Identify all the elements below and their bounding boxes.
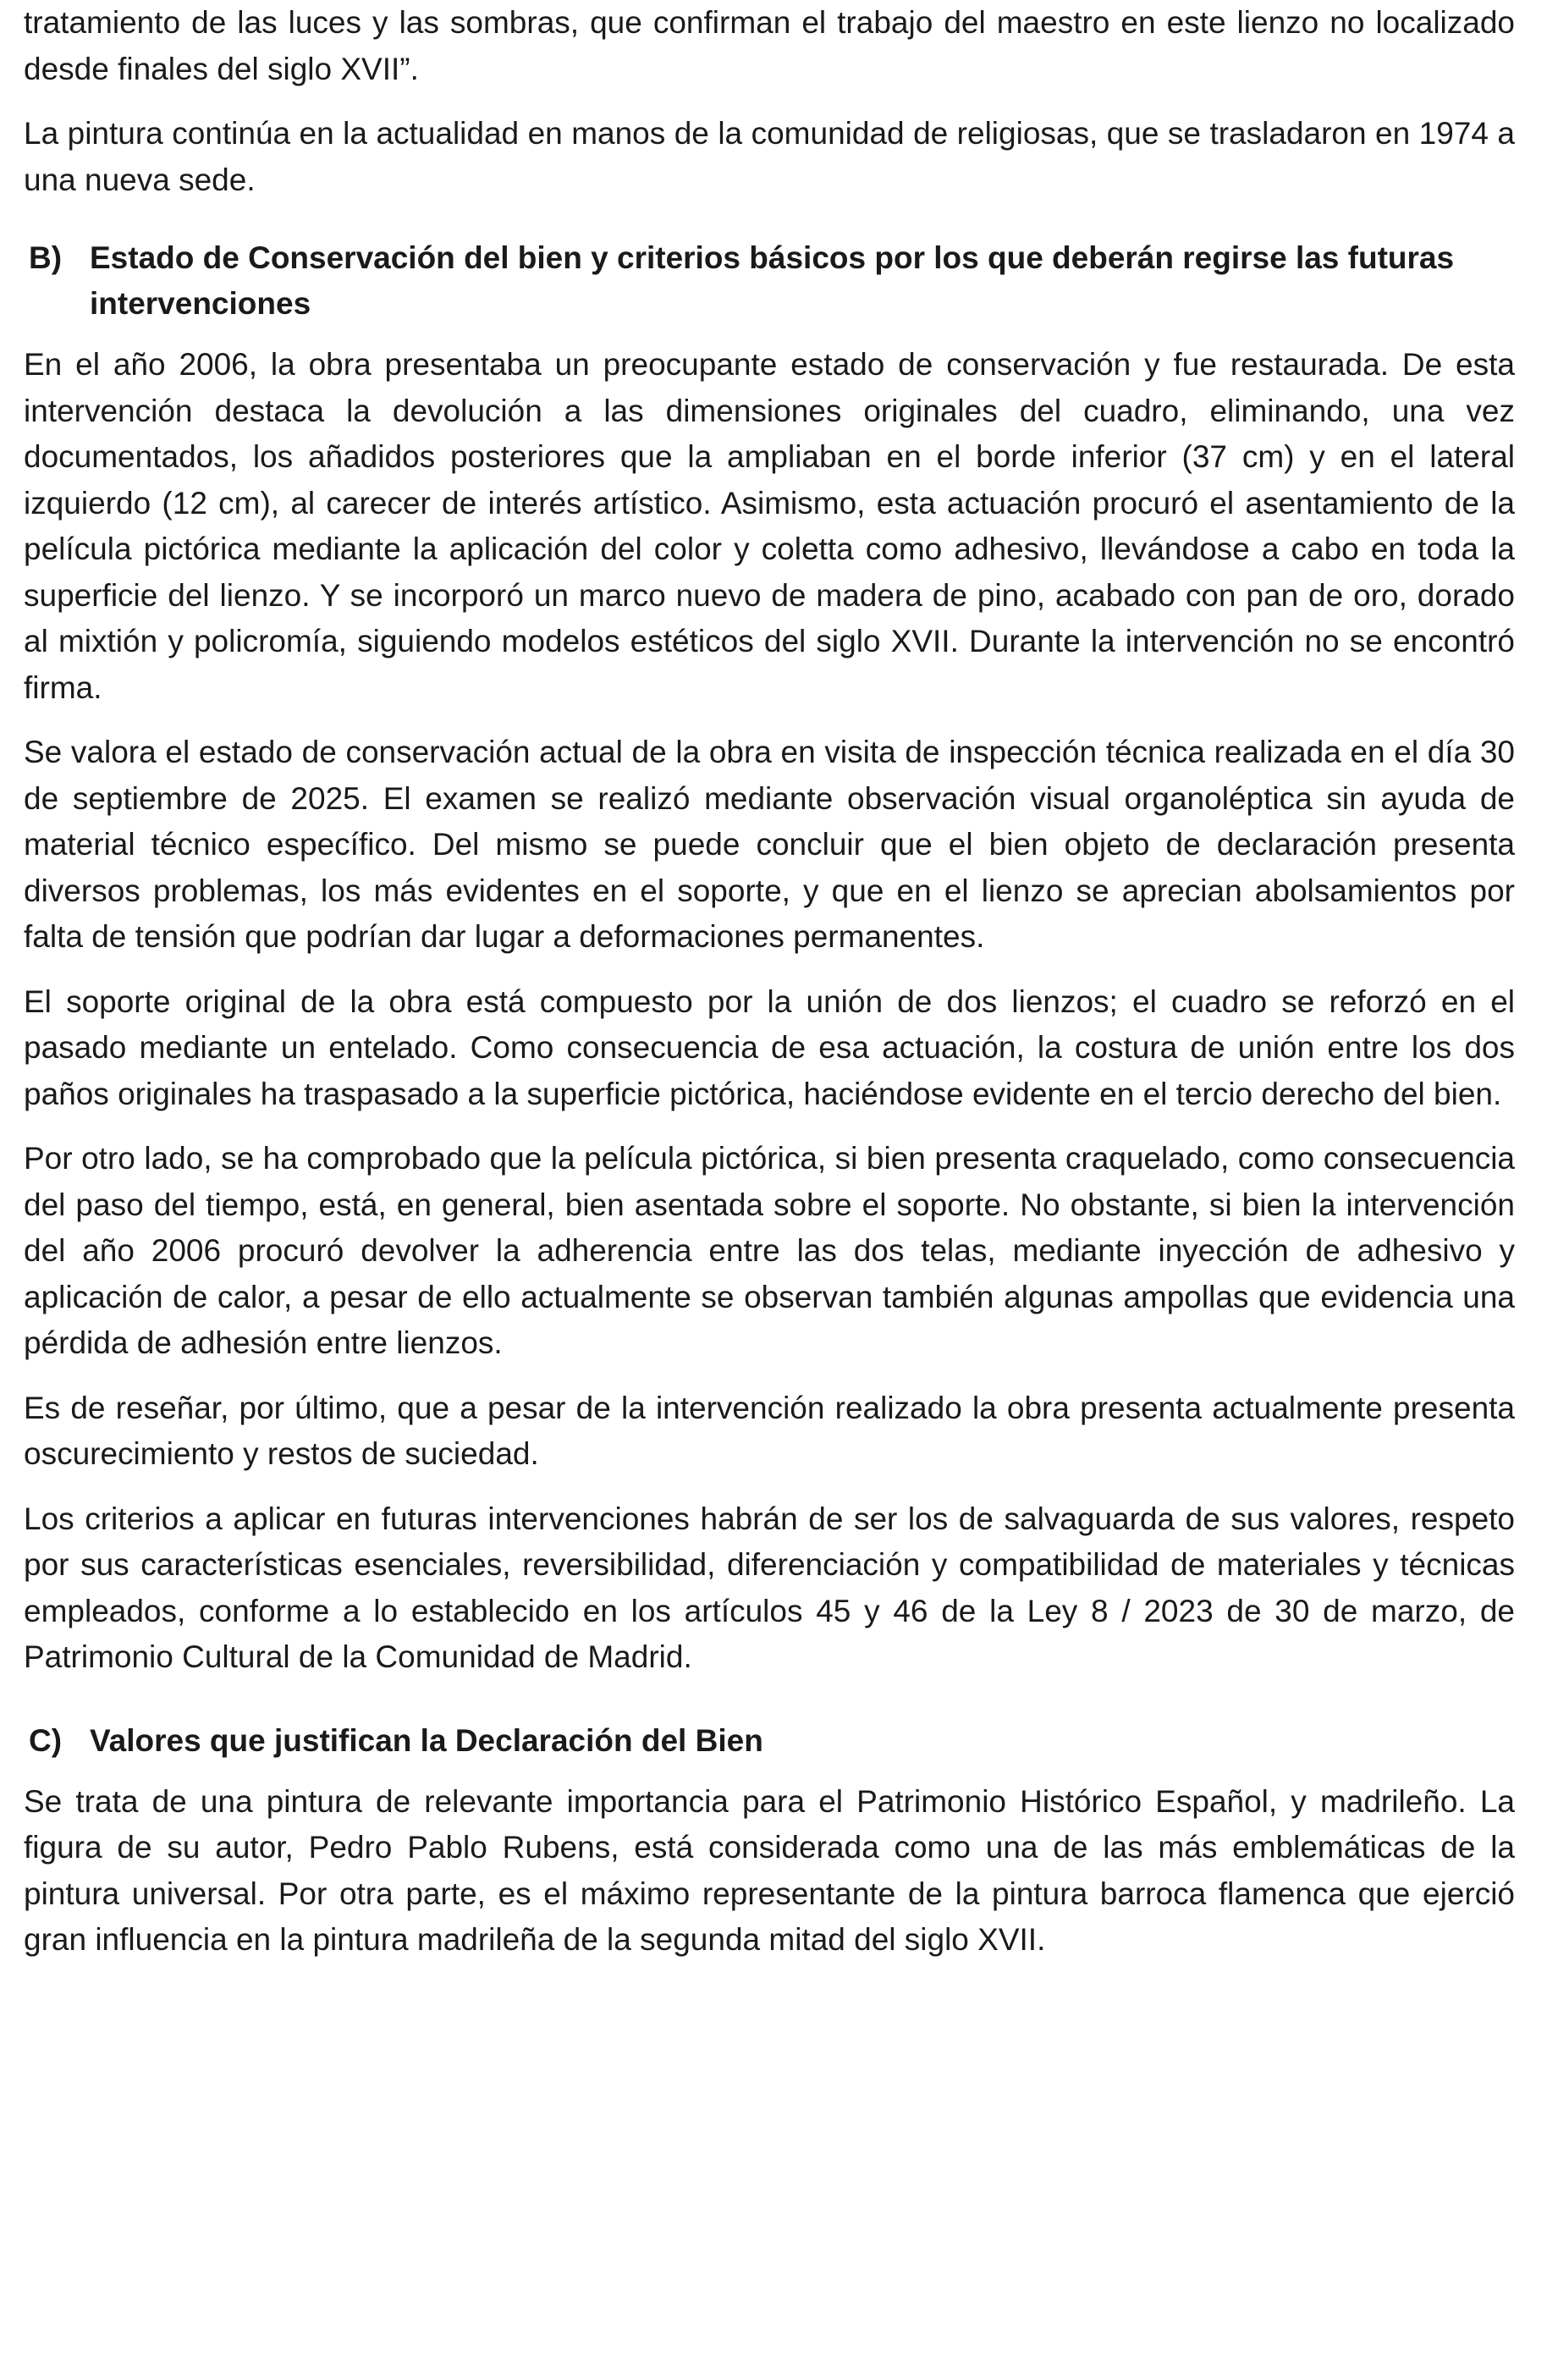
document-body bbox=[24, 0, 1515, 1982]
section-b-paragraph-4: Por otro lado, se ha comprobado que la película pictórica, si bien presenta craquelado, como consecuencia del paso del tiempo, está, en general, bien asentada sobre el soporte. No obstante, si bien la intervención del año 2006 procuró devolver la adherencia entre las dos telas, mediante inyección de adhesivo y aplicación de calor, a pesar de ello actualmente se observan también algunas ampollas que evidencia una pérdida de adhesión entre lienzos. bbox=[24, 1141, 1515, 1360]
section-c-paragraph-1: Se trata de una pintura de relevante importancia para el Patrimonio Histórico Español, y madrileño. La figura de su autor, Pedro Pablo Rubens, está considerada como una de las más emblemáticas de la pintura universal. Por otra parte, es el máximo representante de la pintura barroca flamenca que ejerció gran influencia en la pintura madrileña de la segunda mitad del siglo XVII. bbox=[24, 1783, 1515, 1957]
section-b-heading bbox=[24, 235, 1515, 327]
section-c-title: Valores que justifican la Declaración del Bien bbox=[90, 1722, 763, 1758]
section-b-paragraph-2: Se valora el estado de conservación actual de la obra en visita de inspección técnica realizada en el día 30 de septiembre de 2025. El examen se realizó mediante observación visual organoléptica sin ayuda de material técnico específico. Del mismo se puede concluir que el bien objeto de declaración presenta diversos problemas, los más evidentes en el soporte, y que en el lienzo se aprecian abolsamientos por falta de tensión que podrían dar lugar a deformaciones permanentes. bbox=[24, 735, 1515, 954]
section-c-label: C) bbox=[29, 1722, 63, 1758]
section-b-paragraph-1: En el año 2006, la obra presentaba un preocupante estado de conservación y fue restaurada. De esta intervención destaca la devolución a las dimensiones originales del cuadro, eliminando, una vez documentados, los añadidos posteriores que la ampliaban en el borde inferior (37 cm) y en el lateral izquierdo (12 cm), al carecer de interés artístico. Asimismo, esta actuación procuró el asentamiento de la película pictórica mediante la aplicación del color y coletta como adhesivo, llevándose a cabo en toda la superficie del lienzo. Y se incorporó un marco nuevo de madera de pino, acabado con pan de oro, dorado al mixtión y policromía, siguiendo modelos estéticos del siglo XVII. Durante la intervención no se encontró firma. bbox=[24, 347, 1515, 705]
section-b-title: Estado de Conservación del bien y criterios básicos por los que deberán regirse las futuras intervenciones bbox=[90, 240, 1455, 321]
section-c-heading bbox=[24, 1718, 1515, 1764]
intro-paragraph-2: La pintura continúa en la actualidad en manos de la comunidad de religiosas, que se trasladaron en 1974 a una nueva sede. bbox=[24, 116, 1515, 197]
section-b-paragraph-5: Es de reseñar, por último, que a pesar de la intervención realizado la obra presenta actualmente presenta oscurecimiento y restos de suciedad. bbox=[24, 1390, 1515, 1471]
section-b-label: B) bbox=[29, 240, 63, 275]
section-b-paragraph-3: El soporte original de la obra está compuesto por la unión de dos lienzos; el cuadro se reforzó en el pasado mediante un entelado. Como consecuencia de esa actuación, la costura de unión entre los dos paños originales ha traspasado a la superficie pictórica, haciéndose evidente en el tercio derecho del bien. bbox=[24, 983, 1515, 1111]
intro-paragraph-1: tratamiento de las luces y las sombras, que confirman el trabajo del maestro en este lienzo no localizado desde finales del siglo XVII”. bbox=[24, 5, 1515, 86]
section-b-paragraph-6: Los criterios a aplicar en futuras intervenciones habrán de ser los de salvaguarda de sus valores, respeto por sus características esenciales, reversibilidad, diferenciación y compatibilidad de materiales y técnicas empleados, conforme a lo establecido en los artículos 45 y 46 de la Ley 8 / 2023 de 30 de marzo, de Patrimonio Cultural de la Comunidad de Madrid. bbox=[24, 1501, 1515, 1674]
